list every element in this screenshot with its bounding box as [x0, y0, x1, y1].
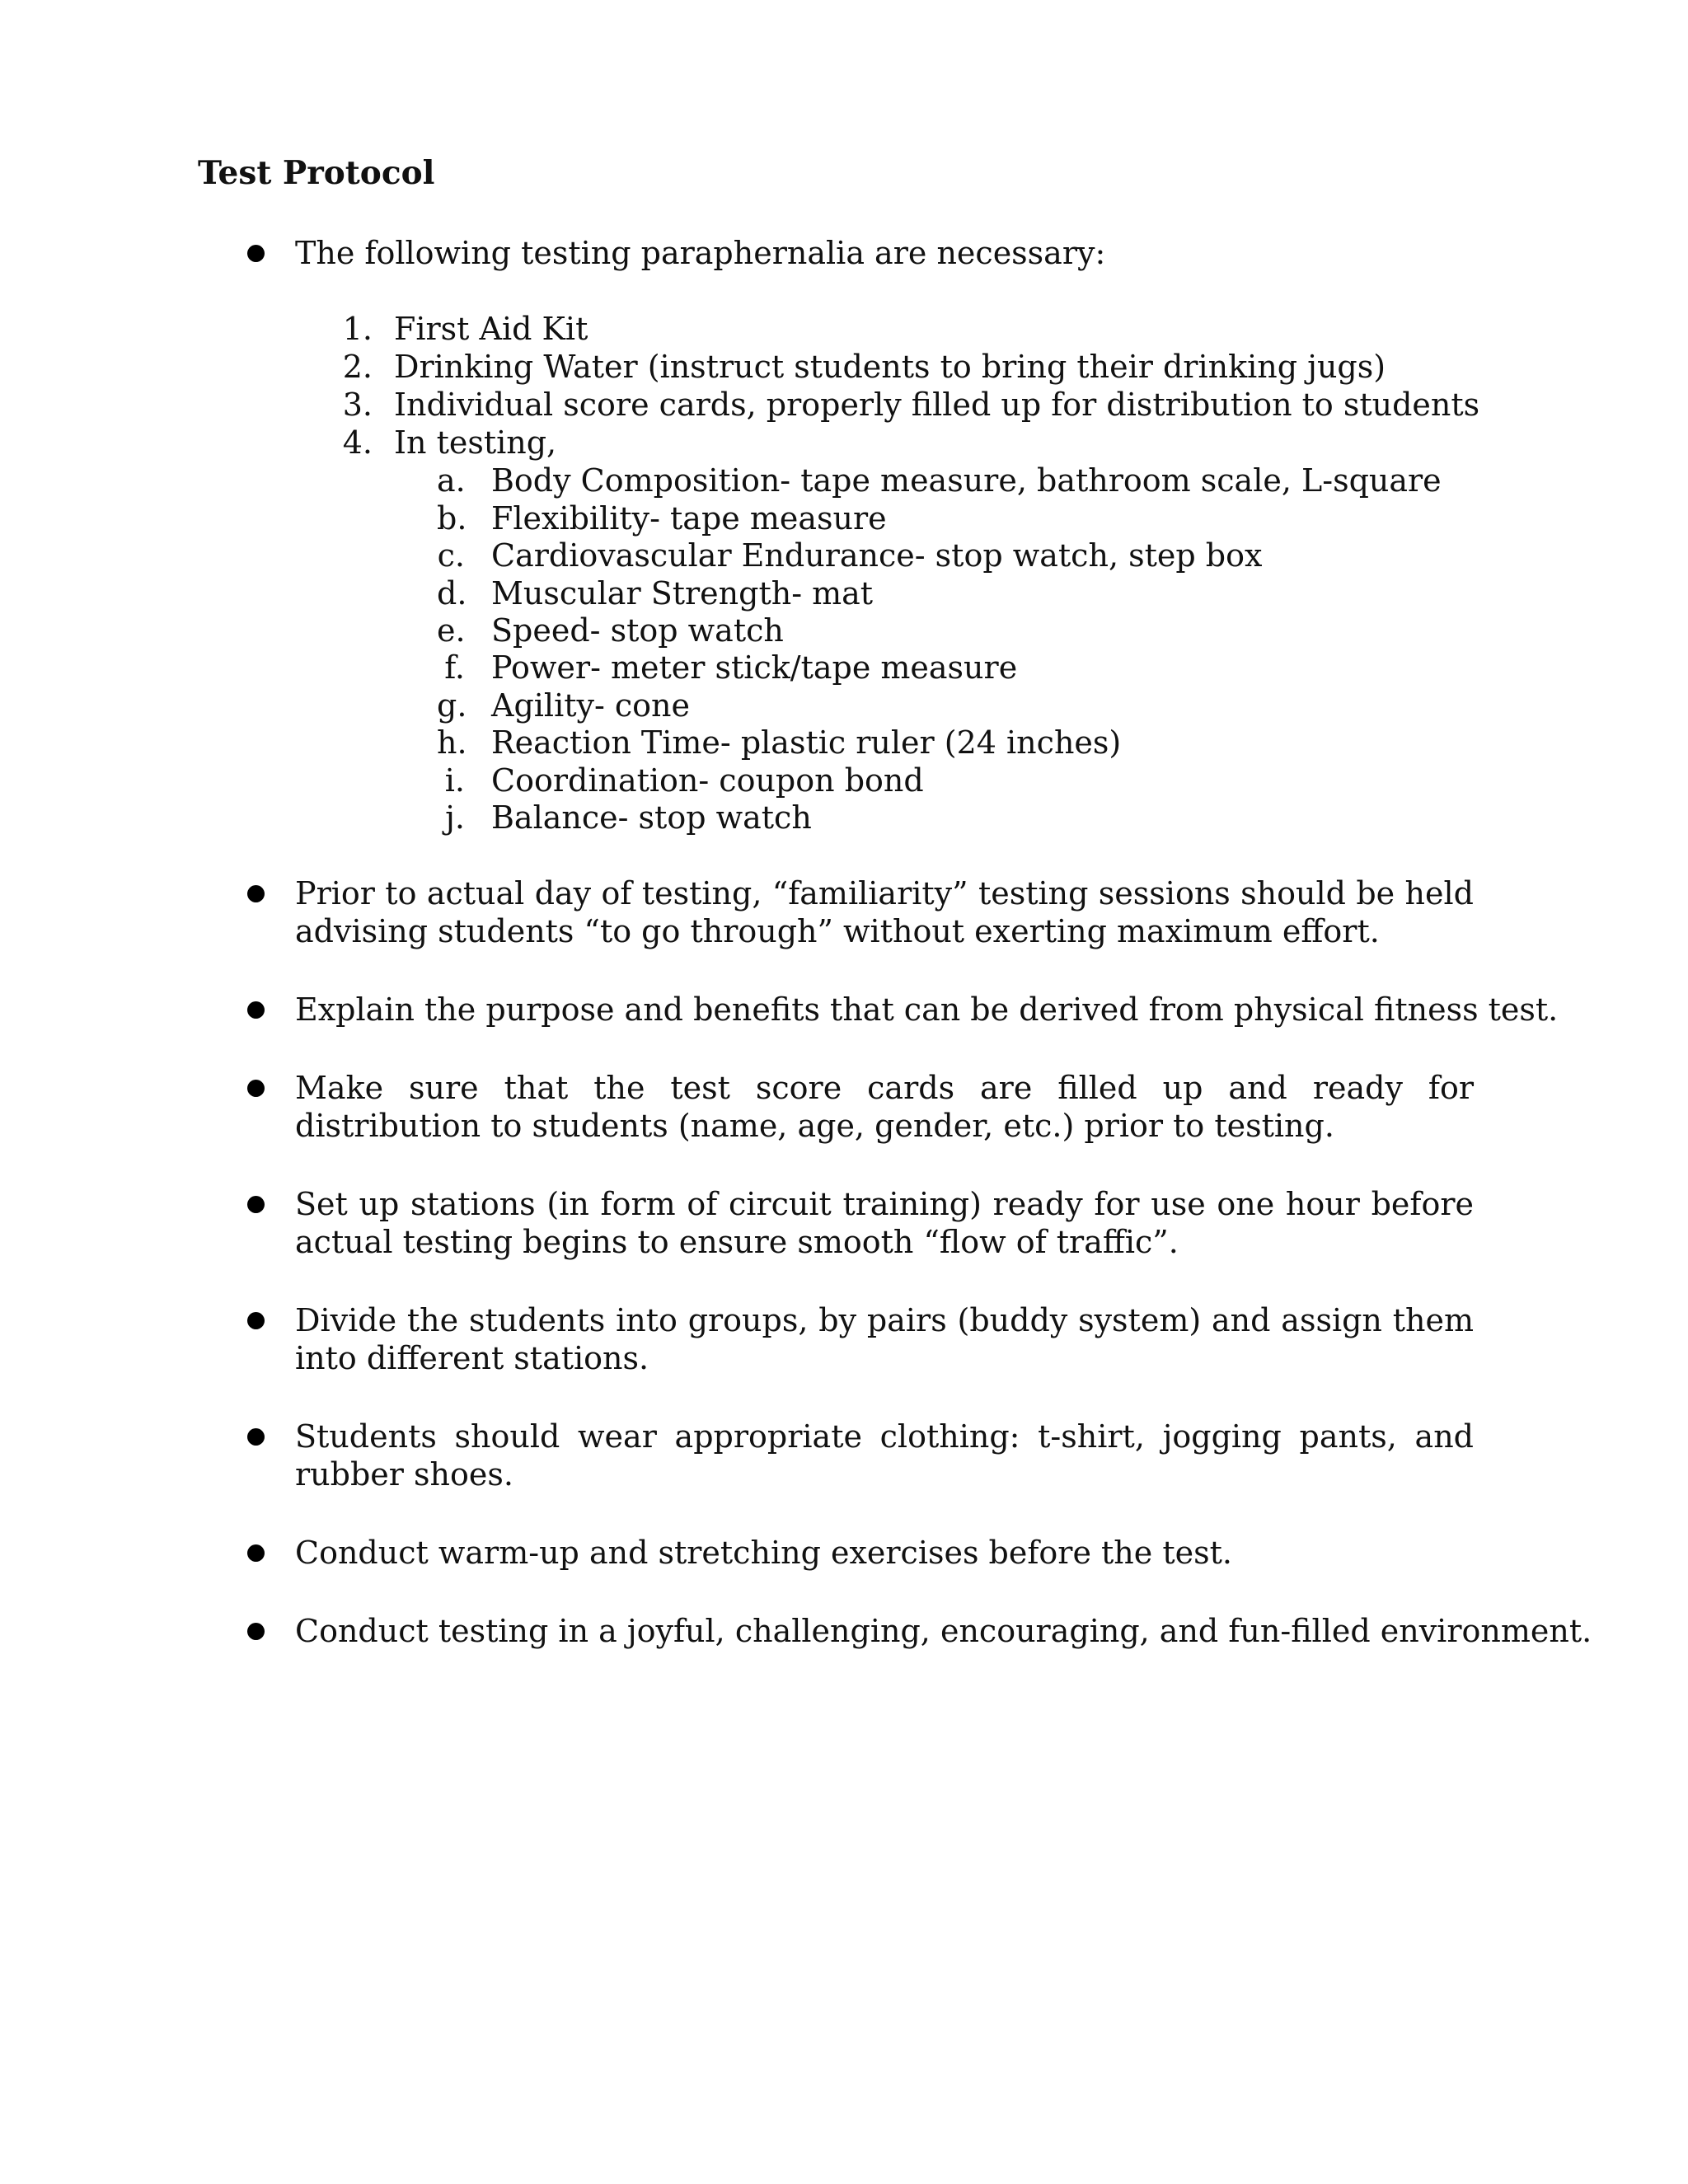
list-marker: d. — [437, 575, 467, 612]
list-item-text: Drinking Water (instruct students to bring their drinking jugs) — [394, 349, 1386, 385]
bullet-icon — [247, 885, 265, 902]
list-item-text: Balance- stop watch — [491, 799, 812, 836]
list-item-text: Reaction Time- plastic ruler (24 inches) — [491, 724, 1122, 761]
bullet-icon — [247, 1196, 265, 1213]
bullet-icon — [247, 1623, 265, 1640]
list-marker: b. — [437, 500, 467, 537]
list-marker: 2. — [342, 349, 373, 385]
bullet-text: Conduct warm-up and stretching exercises before the test. — [295, 1535, 1232, 1571]
bullet-text: Make sure that the test score cards are filled up and ready for distribution to students (name, age, gender, etc.) prior to testing. — [295, 1070, 1474, 1144]
list-marker: g. — [437, 687, 467, 724]
bullet-icon — [247, 1001, 265, 1019]
list-marker: 3. — [342, 387, 373, 423]
bullet-icon — [247, 1428, 265, 1446]
list-marker: f. — [444, 649, 465, 686]
list-item-text: Cardiovascular Endurance- stop watch, step box — [491, 537, 1263, 574]
list-marker: j. — [445, 799, 465, 836]
list-item-text: Power- meter stick/tape measure — [491, 649, 1018, 686]
bullet-text: The following testing paraphernalia are necessary: — [295, 235, 1106, 271]
list-marker: c. — [437, 537, 465, 574]
list-marker: 1. — [342, 311, 373, 347]
bullet-icon — [247, 1544, 265, 1562]
list-marker: 4. — [342, 424, 373, 461]
bullet-text: Prior to actual day of testing, “familiarity” testing sessions should be held advising students “to go through” without exerting maximum effort. — [295, 875, 1474, 949]
bullet-icon — [247, 245, 265, 262]
list-item-text: Agility- cone — [491, 687, 691, 724]
list-marker: i. — [444, 762, 465, 799]
list-item-text: Coordination- coupon bond — [491, 762, 924, 799]
bullet-icon — [247, 1080, 265, 1097]
bullet-text: Divide the students into groups, by pairs (buddy system) and assign them into different stations. — [295, 1302, 1474, 1376]
page-title: Test Protocol — [198, 154, 435, 192]
bullet-text: Set up stations (in form of circuit training) ready for use one hour before actual testing begins to ensure smooth “flow of traffic”. — [295, 1186, 1474, 1260]
list-item-text: In testing, — [394, 424, 557, 461]
list-item-text: Individual score cards, properly filled up for distribution to students — [394, 387, 1480, 423]
list-item-text: Flexibility- tape measure — [491, 500, 887, 537]
bullet-icon — [247, 1312, 265, 1329]
bullet-text: Conduct testing in a joyful, challenging, encouraging, and fun-filled environment. — [295, 1613, 1592, 1649]
list-item-text: Speed- stop watch — [491, 612, 784, 649]
bullet-text: Explain the purpose and benefits that can be derived from physical fitness test. — [295, 991, 1559, 1028]
list-item-text: Muscular Strength- mat — [491, 575, 874, 612]
list-marker: a. — [437, 462, 466, 499]
list-item-text: Body Composition- tape measure, bathroom scale, L-square — [491, 462, 1442, 499]
list-marker: h. — [437, 724, 467, 761]
list-marker: e. — [437, 612, 466, 649]
list-item-text: First Aid Kit — [394, 311, 588, 347]
bullet-text: Students should wear appropriate clothing: t-shirt, jogging pants, and rubber shoes. — [295, 1418, 1474, 1493]
